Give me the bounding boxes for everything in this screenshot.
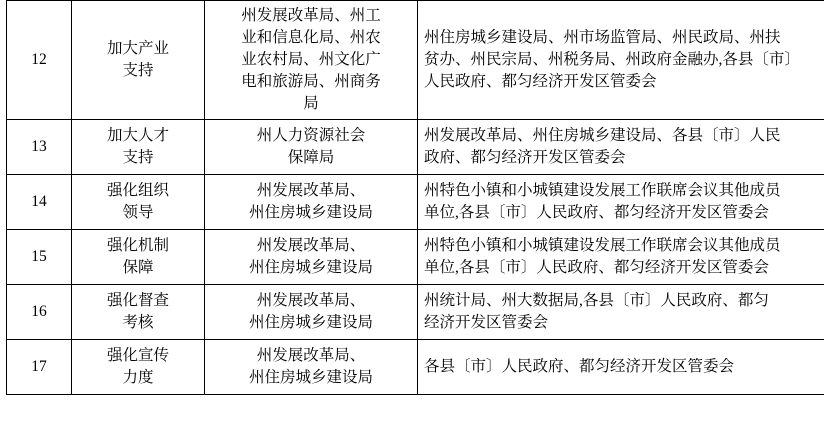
lead-unit-line: 州住房城乡建设局 bbox=[248, 204, 373, 221]
lead-unit-line: 业农村局、州文化广 bbox=[241, 51, 381, 68]
lead-unit-lines bbox=[211, 235, 411, 279]
task-lines bbox=[78, 235, 198, 279]
task-line: 保障 bbox=[122, 259, 154, 276]
task-cell bbox=[72, 340, 205, 395]
lead-unit-lines bbox=[211, 5, 411, 115]
lead-unit-cell bbox=[205, 230, 418, 285]
lead-unit-line: 局 bbox=[303, 95, 319, 112]
task-lines bbox=[78, 125, 198, 169]
task-lines bbox=[78, 345, 198, 389]
lead-unit-line: 州住房城乡建设局 bbox=[248, 314, 373, 331]
task-lines bbox=[78, 38, 198, 82]
responsible-unit-line: 州住房城乡建设局、州市场监管局、州民政局、州扶 bbox=[424, 29, 781, 46]
lead-unit-line: 州发展改革局、州工 bbox=[241, 7, 381, 24]
task-line: 强化组织 bbox=[106, 182, 169, 199]
task-cell bbox=[72, 175, 205, 230]
responsible-unit-line: 经济开发区管委会 bbox=[424, 314, 549, 331]
responsible-unit-cell bbox=[418, 175, 824, 230]
task-cell bbox=[72, 230, 205, 285]
table-row bbox=[7, 120, 824, 175]
responsible-unit-cell bbox=[418, 230, 824, 285]
responsible-unit-lines bbox=[424, 235, 824, 279]
row-number-cell: 17 bbox=[7, 340, 72, 395]
row-number-cell: 12 bbox=[7, 1, 72, 120]
responsible-unit-line: 州统计局、州大数据局,各县〔市〕人民政府、都匀 bbox=[424, 292, 769, 309]
responsible-unit-line: 州发展改革局、州住房城乡建设局、各县〔市〕人民 bbox=[424, 127, 781, 144]
responsible-unit-line: 人民政府、都匀经济开发区管委会 bbox=[424, 73, 657, 90]
lead-unit-lines bbox=[211, 345, 411, 389]
responsible-unit-line: 政府、都匀经济开发区管委会 bbox=[424, 149, 626, 166]
lead-unit-lines bbox=[211, 290, 411, 334]
row-number-cell: 13 bbox=[7, 120, 72, 175]
task-line: 加大人才 bbox=[106, 127, 169, 144]
table-row bbox=[7, 285, 824, 340]
lead-unit-line: 州发展改革局、 bbox=[256, 237, 366, 254]
table-row bbox=[7, 230, 824, 285]
task-line: 强化督查 bbox=[106, 292, 169, 309]
task-line: 领导 bbox=[122, 204, 154, 221]
table-body bbox=[7, 1, 824, 395]
lead-unit-cell bbox=[205, 120, 418, 175]
lead-unit-cell bbox=[205, 175, 418, 230]
responsible-unit-line: 贫办、州民宗局、州税务局、州政府金融办,各县〔市〕 bbox=[424, 51, 800, 68]
task-line: 强化宣传 bbox=[106, 347, 169, 364]
row-number-cell: 14 bbox=[7, 175, 72, 230]
lead-unit-cell bbox=[205, 285, 418, 340]
task-line: 加大产业 bbox=[106, 40, 169, 57]
responsible-unit-lines bbox=[424, 356, 824, 378]
lead-unit-cell bbox=[205, 340, 418, 395]
responsible-unit-line: 单位,各县〔市〕人民政府、都匀经济开发区管委会 bbox=[424, 259, 769, 276]
lead-unit-line: 州发展改革局、 bbox=[256, 292, 366, 309]
lead-unit-line: 州发展改革局、 bbox=[256, 347, 366, 364]
task-cell bbox=[72, 120, 205, 175]
lead-unit-line: 州住房城乡建设局 bbox=[248, 259, 373, 276]
responsible-unit-line: 各县〔市〕人民政府、都匀经济开发区管委会 bbox=[424, 358, 735, 375]
task-line: 支持 bbox=[122, 62, 154, 79]
task-line: 支持 bbox=[122, 149, 154, 166]
task-line: 考核 bbox=[122, 314, 154, 331]
lead-unit-lines bbox=[211, 180, 411, 224]
lead-unit-line: 保障局 bbox=[287, 149, 335, 166]
table-row bbox=[7, 1, 824, 120]
lead-unit-line: 州人力资源社会 bbox=[256, 127, 366, 144]
responsible-unit-line: 单位,各县〔市〕人民政府、都匀经济开发区管委会 bbox=[424, 204, 769, 221]
table-row bbox=[7, 175, 824, 230]
row-number-cell: 16 bbox=[7, 285, 72, 340]
table-row bbox=[7, 340, 824, 395]
row-number-cell: 15 bbox=[7, 230, 72, 285]
responsible-unit-lines bbox=[424, 180, 824, 224]
responsible-unit-lines bbox=[424, 27, 824, 93]
responsible-unit-cell bbox=[418, 285, 824, 340]
task-lines bbox=[78, 290, 198, 334]
responsible-unit-cell bbox=[418, 340, 824, 395]
lead-unit-line: 州发展改革局、 bbox=[256, 182, 366, 199]
task-responsibility-table bbox=[6, 0, 824, 395]
task-cell bbox=[72, 285, 205, 340]
lead-unit-line: 电和旅游局、州商务 bbox=[241, 73, 381, 90]
task-line: 强化机制 bbox=[106, 237, 169, 254]
lead-unit-lines bbox=[211, 125, 411, 169]
responsible-unit-lines bbox=[424, 290, 824, 334]
task-line: 力度 bbox=[122, 369, 154, 386]
task-cell bbox=[72, 1, 205, 120]
responsible-unit-lines bbox=[424, 125, 824, 169]
responsible-unit-cell bbox=[418, 1, 824, 120]
lead-unit-line: 业和信息化局、州农 bbox=[241, 29, 381, 46]
task-lines bbox=[78, 180, 198, 224]
lead-unit-line: 州住房城乡建设局 bbox=[248, 369, 373, 386]
responsible-unit-line: 州特色小镇和小城镇建设发展工作联席会议其他成员 bbox=[424, 237, 781, 254]
responsible-unit-cell bbox=[418, 120, 824, 175]
responsible-unit-line: 州特色小镇和小城镇建设发展工作联席会议其他成员 bbox=[424, 182, 781, 199]
lead-unit-cell bbox=[205, 1, 418, 120]
